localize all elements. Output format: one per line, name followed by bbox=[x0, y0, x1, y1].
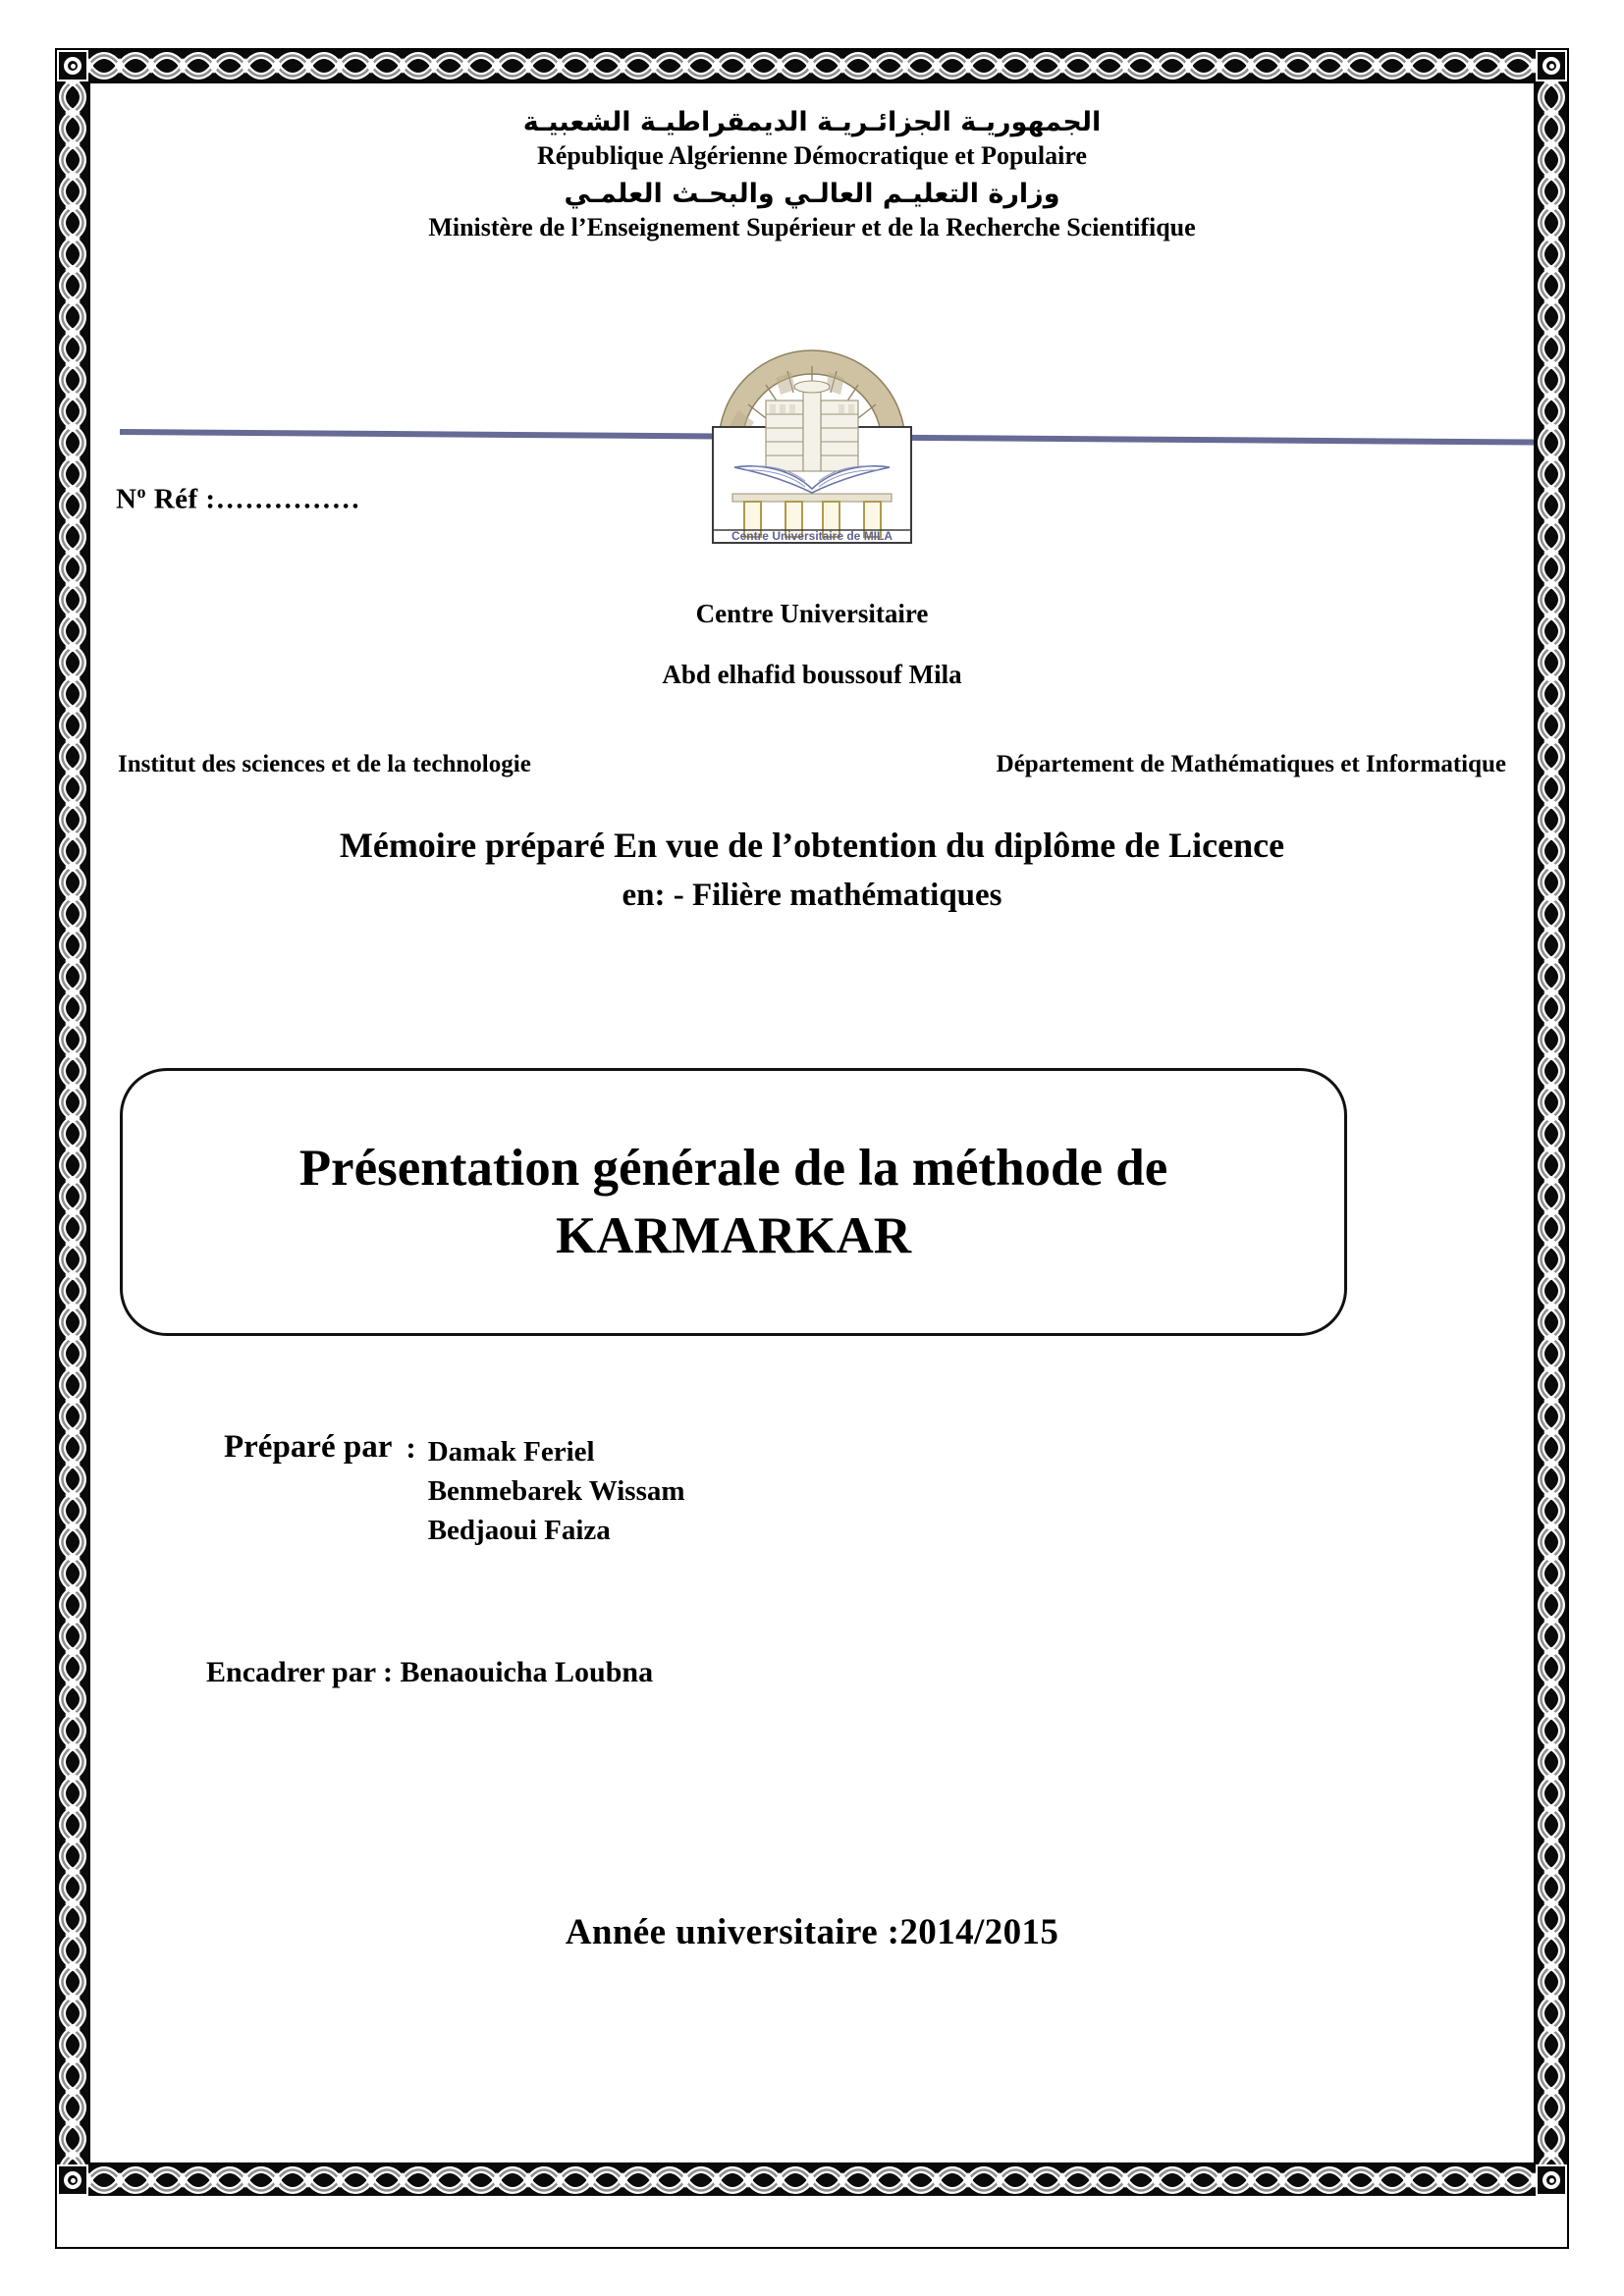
supervisor-line: Encadrer par : Benaouicha Loubna bbox=[206, 1656, 654, 1688]
degree-statement-block bbox=[90, 825, 1534, 914]
affiliation-row bbox=[90, 751, 1534, 778]
thesis-title-box bbox=[120, 1068, 1347, 1336]
university-line-1: Centre Universitaire bbox=[695, 599, 929, 628]
department-name: Département de Mathématiques et Informatique bbox=[996, 751, 1506, 777]
prepared-by-separator: : bbox=[406, 1430, 416, 1465]
border-band-bottom bbox=[57, 2164, 1567, 2196]
centre-universitaire-mila-logo bbox=[689, 334, 935, 546]
thesis-title bbox=[260, 1135, 1208, 1270]
border-corner-eye-icon bbox=[57, 2164, 88, 2196]
thesis-title-line-2: KARMARKAR bbox=[555, 1206, 912, 1264]
reference-superscript: o bbox=[136, 482, 146, 502]
border-band-top bbox=[57, 50, 1567, 81]
ministry-header bbox=[90, 105, 1534, 244]
author-name: Benmebarek Wissam bbox=[427, 1475, 685, 1508]
academic-year-line: Année universitaire :2014/2015 bbox=[565, 1912, 1059, 1952]
border-corner-eye-icon bbox=[1536, 50, 1567, 81]
header-line-french-ministry: Ministère de l’Enseignement Supérieur et de la Recherche Scientifique bbox=[428, 212, 1196, 241]
header-line-arabic-republic: الجمهوريـة الجزائـريـة الديمقراطيـة الشعبيـة bbox=[522, 107, 1102, 137]
author-name: Bedjaoui Faiza bbox=[427, 1515, 611, 1547]
prepared-by-block bbox=[224, 1428, 685, 1550]
border-band-left bbox=[57, 50, 88, 2196]
degree-statement-line-1: Mémoire préparé En vue de l’obtention du diplôme de Licence bbox=[339, 826, 1285, 865]
reference-number-line bbox=[116, 482, 360, 516]
reference-text: Réf :…………… bbox=[145, 483, 361, 515]
thesis-title-line-1: Présentation générale de la méthode de bbox=[298, 1139, 1168, 1197]
reference-label: N bbox=[116, 483, 137, 515]
logo-caption-text: Centre Universitaire de MILA bbox=[731, 529, 893, 543]
border-band-right bbox=[1536, 50, 1567, 2196]
border-corner-eye-icon bbox=[57, 50, 88, 81]
header-line-french-republic: République Algérienne Démocratique et Populaire bbox=[537, 141, 1087, 171]
university-line-2: Abd elhafid boussouf Mila bbox=[662, 660, 962, 689]
author-name: Damak Feriel bbox=[427, 1436, 595, 1468]
header-line-arabic-ministry: وزارة التعليـم العالـي والبحـث العلمـي bbox=[564, 178, 1060, 209]
page-content bbox=[90, 83, 1534, 2163]
border-corner-eye-icon bbox=[1536, 2164, 1567, 2196]
degree-statement-line-2: en: - Filière mathématiques bbox=[622, 877, 1002, 913]
institute-name: Institut des sciences et de la technologie bbox=[118, 751, 531, 777]
prepared-by-label: Préparé par bbox=[224, 1429, 393, 1465]
university-name-block bbox=[90, 599, 1534, 690]
author-list bbox=[428, 1428, 685, 1550]
